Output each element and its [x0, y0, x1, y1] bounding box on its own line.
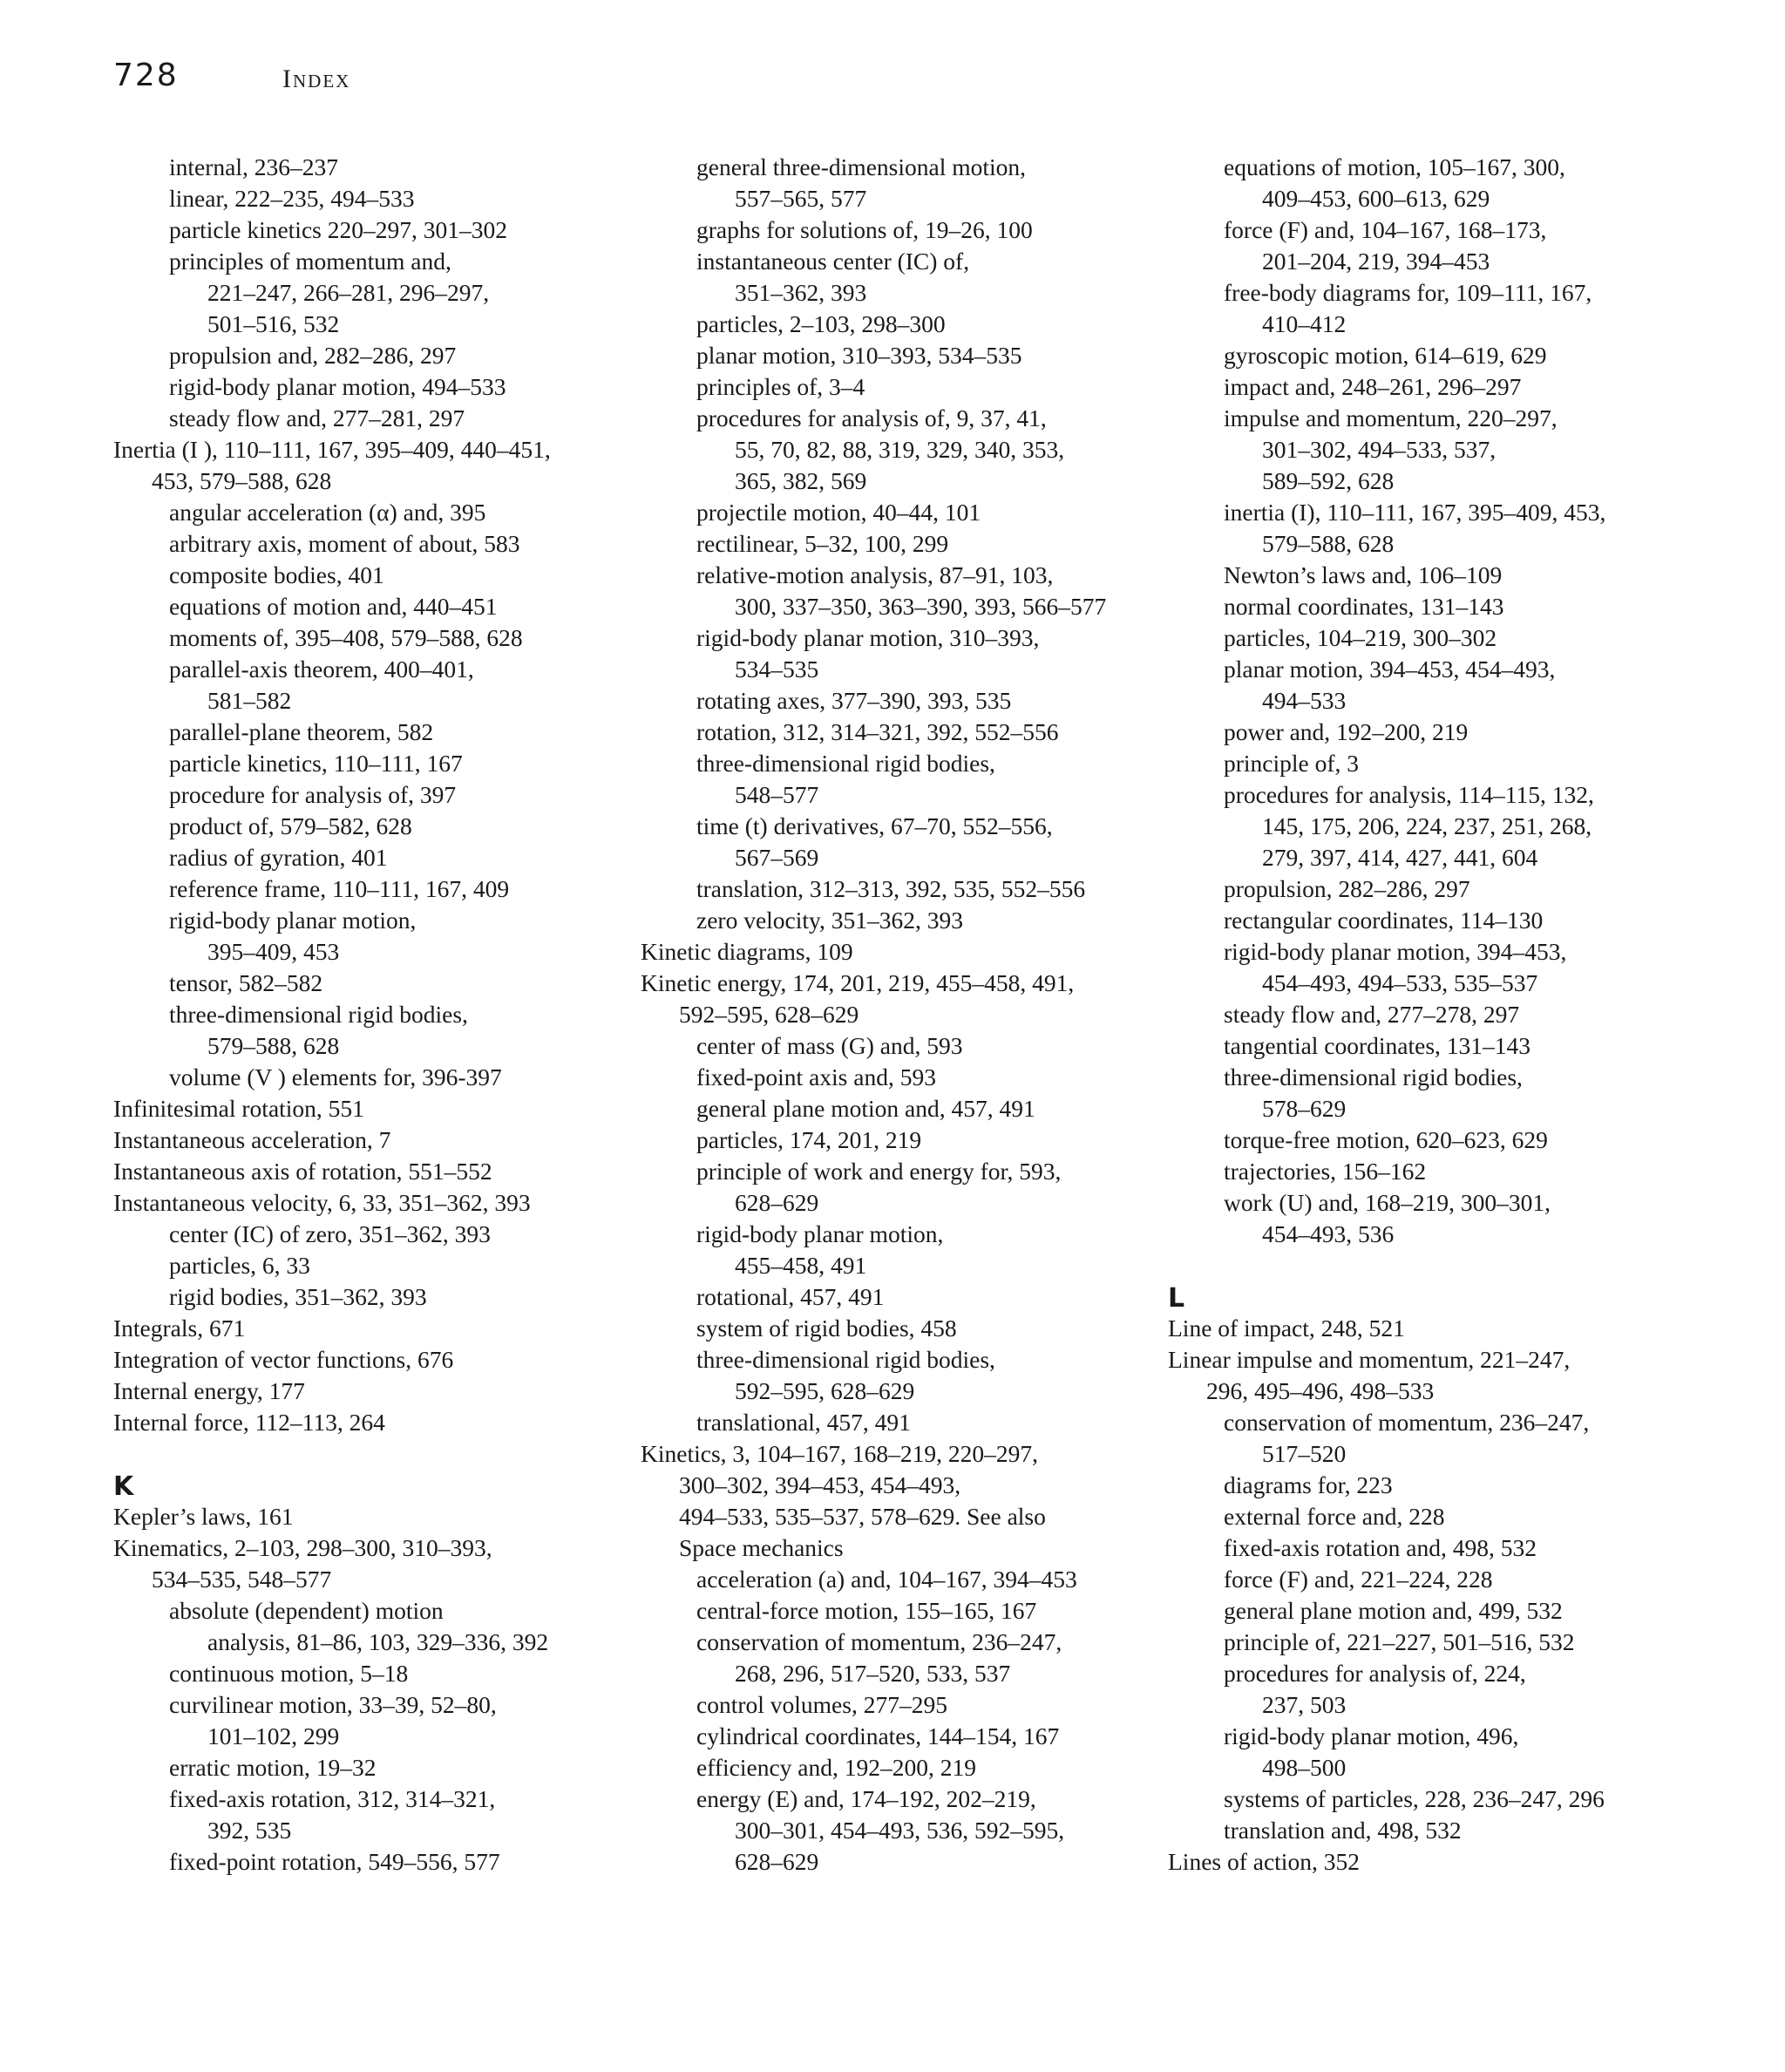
index-subentry: particle kinetics, 110–111, 167	[169, 750, 463, 777]
index-subentry: parallel-plane theorem, 582	[169, 718, 434, 745]
index-entry: Instantaneous axis of rotation, 551–552	[113, 1158, 492, 1185]
index-subentry: translation, 312–313, 392, 535, 552–556	[696, 875, 1086, 902]
section-letter: K	[113, 1471, 134, 1502]
index-subentry: continuous motion, 5–18	[169, 1660, 409, 1687]
index-subentry: power and, 192–200, 219	[1224, 718, 1469, 745]
index-subentry: translation and, 498, 532	[1224, 1817, 1462, 1844]
index-entry: Instantaneous velocity, 6, 33, 351–362, 393	[113, 1189, 531, 1216]
index-subentry: curvilinear motion, 33–39, 52–80,	[169, 1691, 497, 1718]
index-subentry: 578–629	[1262, 1095, 1347, 1122]
index-subentry: 392, 535	[207, 1817, 292, 1844]
index-subentry: torque-free motion, 620–623, 629	[1224, 1126, 1548, 1153]
index-subentry: acceleration (a) and, 104–167, 394–453	[696, 1566, 1077, 1593]
index-entry: Line of impact, 248, 521	[1168, 1315, 1405, 1342]
index-subentry: 409–453, 600–613, 629	[1262, 185, 1490, 212]
index-subentry: rotation, 312, 314–321, 392, 552–556	[696, 718, 1059, 745]
index-subentry: impulse and momentum, 220–297,	[1224, 404, 1558, 431]
index-subentry: 268, 296, 517–520, 533, 537	[735, 1660, 1011, 1687]
index-subentry: central-force motion, 155–165, 167	[696, 1597, 1037, 1624]
section-letter: L	[1168, 1283, 1185, 1314]
index-subentry: reference frame, 110–111, 167, 409	[169, 875, 510, 902]
index-subentry: principle of, 221–227, 501–516, 532	[1224, 1628, 1575, 1655]
index-entry: Inertia (I ), 110–111, 167, 395–409, 440–451,	[113, 436, 551, 463]
index-subentry: rigid-body planar motion,	[696, 1220, 944, 1247]
index-subentry: particles, 104–219, 300–302	[1224, 624, 1497, 651]
index-subentry: general plane motion and, 499, 532	[1224, 1597, 1563, 1624]
index-subentry: rectangular coordinates, 114–130	[1224, 907, 1544, 934]
index-column-2	[641, 152, 1129, 1878]
index-subentry: conservation of momentum, 236–247,	[1224, 1409, 1590, 1436]
index-subentry: efficiency and, 192–200, 219	[696, 1754, 977, 1781]
index-subentry: product of, 579–582, 628	[169, 812, 412, 839]
index-entry: Kinematics, 2–103, 298–300, 310–393,	[113, 1534, 492, 1561]
index-subentry: procedure for analysis of, 397	[169, 781, 457, 808]
index-subentry: 201–204, 219, 394–453	[1262, 248, 1490, 275]
index-subentry: 548–577	[735, 781, 819, 808]
index-subentry: control volumes, 277–295	[696, 1691, 947, 1718]
index-subentry: steady flow and, 277–281, 297	[169, 404, 465, 431]
index-subentry: tensor, 582–582	[169, 969, 323, 996]
index-subentry: principle of work and energy for, 593,	[696, 1158, 1062, 1185]
index-subentry: 395–409, 453	[207, 938, 340, 965]
index-subentry: three-dimensional rigid bodies,	[169, 1001, 468, 1028]
index-subentry: fixed-axis rotation, 312, 314–321,	[169, 1785, 496, 1812]
index-subentry: 534–535	[735, 656, 819, 683]
index-subentry: linear, 222–235, 494–533	[169, 185, 415, 212]
index-subentry: procedures for analysis of, 9, 37, 41,	[696, 404, 1047, 431]
index-subentry: 351–362, 393	[735, 279, 867, 306]
index-subentry: 628–629	[735, 1848, 819, 1875]
index-subentry: planar motion, 310–393, 534–535	[696, 342, 1022, 369]
index-subentry: steady flow and, 277–278, 297	[1224, 1001, 1520, 1028]
index-subentry: 300–302, 394–453, 454–493,	[679, 1471, 961, 1498]
index-subentry: principle of, 3	[1224, 750, 1360, 777]
index-subentry: 410–412	[1262, 310, 1347, 337]
index-subentry: force (F) and, 221–224, 228	[1224, 1566, 1493, 1593]
index-subentry: system of rigid bodies, 458	[696, 1315, 957, 1342]
index-subentry: arbitrary axis, moment of about, 583	[169, 530, 520, 557]
index-subentry: 55, 70, 82, 88, 319, 329, 340, 353,	[735, 436, 1065, 463]
index-entry: Integration of vector functions, 676	[113, 1346, 454, 1373]
index-subentry: 301–302, 494–533, 537,	[1262, 436, 1497, 463]
index-entry: Kinetics, 3, 104–167, 168–219, 220–297,	[641, 1440, 1039, 1467]
index-subentry: 579–588, 628	[207, 1032, 340, 1059]
index-subentry: 455–458, 491	[735, 1252, 867, 1279]
index-subentry: impact and, 248–261, 296–297	[1224, 373, 1522, 400]
index-subentry: 453, 579–588, 628	[152, 467, 332, 494]
index-subentry: 592–595, 628–629	[679, 1001, 859, 1028]
index-subentry: general plane motion and, 457, 491	[696, 1095, 1035, 1122]
index-subentry: rigid-body planar motion, 494–533	[169, 373, 506, 400]
index-subentry: 534–535, 548–577	[152, 1566, 332, 1593]
index-subentry: principles of, 3–4	[696, 373, 865, 400]
running-head: Index	[282, 65, 351, 93]
index-subentry: external force and, 228	[1224, 1503, 1445, 1530]
index-subentry: systems of particles, 228, 236–247, 296	[1224, 1785, 1605, 1812]
index-subentry: tangential coordinates, 131–143	[1224, 1032, 1531, 1059]
index-subentry: 501–516, 532	[207, 310, 340, 337]
index-entry: Linear impulse and momentum, 221–247,	[1168, 1346, 1571, 1373]
index-subentry: principles of momentum and,	[169, 248, 451, 275]
index-subentry: 592–595, 628–629	[735, 1377, 915, 1404]
index-entry: Infinitesimal rotation, 551	[113, 1095, 364, 1122]
index-subentry: propulsion and, 282–286, 297	[169, 342, 457, 369]
index-column-3	[1168, 152, 1656, 1878]
index-entry: Kinetic diagrams, 109	[641, 938, 853, 965]
index-subentry: rotating axes, 377–390, 393, 535	[696, 687, 1012, 714]
index-subentry: particle kinetics 220–297, 301–302	[169, 216, 507, 243]
index-subentry: 557–565, 577	[735, 185, 867, 212]
index-subentry: rectilinear, 5–32, 100, 299	[696, 530, 949, 557]
index-subentry: particles, 2–103, 298–300	[696, 310, 946, 337]
index-subentry: 628–629	[735, 1189, 819, 1216]
index-subentry: 300, 337–350, 363–390, 393, 566–577	[735, 593, 1107, 620]
index-subentry: fixed-axis rotation and, 498, 532	[1224, 1534, 1537, 1561]
index-subentry: rigid-body planar motion,	[169, 907, 417, 934]
index-subentry: volume (V ) elements for, 396-397	[169, 1063, 502, 1090]
index-entry: Internal energy, 177	[113, 1377, 305, 1404]
index-subentry: trajectories, 156–162	[1224, 1158, 1427, 1185]
index-subentry: rigid-body planar motion, 310–393,	[696, 624, 1040, 651]
index-subentry: procedures for analysis of, 224,	[1224, 1660, 1526, 1687]
index-subentry: 454–493, 536	[1262, 1220, 1395, 1247]
index-subentry: propulsion, 282–286, 297	[1224, 875, 1470, 902]
index-entry: Kepler’s laws, 161	[113, 1503, 294, 1530]
index-subentry: composite bodies, 401	[169, 561, 384, 588]
index-subentry: 494–533, 535–537, 578–629. See also	[679, 1503, 1046, 1530]
index-subentry: work (U) and, 168–219, 300–301,	[1224, 1189, 1551, 1216]
index-entry: Internal force, 112–113, 264	[113, 1409, 385, 1436]
index-subentry: conservation of momentum, 236–247,	[696, 1628, 1062, 1655]
index-subentry: 296, 495–496, 498–533	[1206, 1377, 1435, 1404]
index-subentry: gyroscopic motion, 614–619, 629	[1224, 342, 1547, 369]
index-subentry: 237, 503	[1262, 1691, 1347, 1718]
index-subentry: particles, 6, 33	[169, 1252, 310, 1279]
index-subentry: Newton’s laws and, 106–109	[1224, 561, 1503, 588]
index-subentry: internal, 236–237	[169, 153, 338, 180]
index-subentry: fixed-point rotation, 549–556, 577	[169, 1848, 500, 1875]
index-subentry: 101–102, 299	[207, 1722, 340, 1749]
index-entry: Kinetic energy, 174, 201, 219, 455–458, 491,	[641, 969, 1075, 996]
index-subentry: analysis, 81–86, 103, 329–336, 392	[207, 1628, 549, 1655]
index-subentry: moments of, 395–408, 579–588, 628	[169, 624, 523, 651]
index-subentry: rigid-body planar motion, 394–453,	[1224, 938, 1567, 965]
index-subentry: 145, 175, 206, 224, 237, 251, 268,	[1262, 812, 1592, 839]
index-column-1	[113, 152, 601, 1878]
index-subentry: 579–588, 628	[1262, 530, 1395, 557]
index-subentry: three-dimensional rigid bodies,	[696, 1346, 995, 1373]
index-subentry: fixed-point axis and, 593	[696, 1063, 936, 1090]
index-subentry: center of mass (G) and, 593	[696, 1032, 963, 1059]
index-subentry: 498–500	[1262, 1754, 1347, 1781]
index-subentry: 221–247, 266–281, 296–297,	[207, 279, 490, 306]
index-subentry: cylindrical coordinates, 144–154, 167	[696, 1722, 1060, 1749]
index-subentry: translational, 457, 491	[696, 1409, 911, 1436]
index-subentry: 494–533	[1262, 687, 1347, 714]
index-subentry: energy (E) and, 174–192, 202–219,	[696, 1785, 1036, 1812]
index-subentry: planar motion, 394–453, 454–493,	[1224, 656, 1556, 683]
index-subentry: rotational, 457, 491	[696, 1283, 885, 1310]
index-entry: Instantaneous acceleration, 7	[113, 1126, 391, 1153]
index-subentry: parallel-axis theorem, 400–401,	[169, 656, 474, 683]
index-subentry: equations of motion, 105–167, 300,	[1224, 153, 1565, 180]
index-subentry: 567–569	[735, 844, 819, 871]
index-subentry: angular acceleration (α) and, 395	[169, 499, 486, 526]
index-subentry: 589–592, 628	[1262, 467, 1395, 494]
index-subentry: center (IC) of zero, 351–362, 393	[169, 1220, 491, 1247]
index-subentry: 300–301, 454–493, 536, 592–595,	[735, 1817, 1065, 1844]
index-subentry: zero velocity, 351–362, 393	[696, 907, 963, 934]
index-subentry: 517–520	[1262, 1440, 1347, 1467]
index-subentry: diagrams for, 223	[1224, 1471, 1393, 1498]
index-subentry: radius of gyration, 401	[169, 844, 388, 871]
index-entry: Lines of action, 352	[1168, 1848, 1360, 1875]
index-subentry: rigid-body planar motion, 496,	[1224, 1722, 1519, 1749]
index-subentry: normal coordinates, 131–143	[1224, 593, 1504, 620]
index-subentry: three-dimensional rigid bodies,	[1224, 1063, 1523, 1090]
index-subentry: absolute (dependent) motion	[169, 1597, 444, 1624]
index-subentry: projectile motion, 40–44, 101	[696, 499, 981, 526]
index-subentry: equations of motion and, 440–451	[169, 593, 498, 620]
index-subentry: rigid bodies, 351–362, 393	[169, 1283, 427, 1310]
index-subentry: relative-motion analysis, 87–91, 103,	[696, 561, 1054, 588]
index-subentry: 454–493, 494–533, 535–537	[1262, 969, 1538, 996]
index-subentry: inertia (I), 110–111, 167, 395–409, 453,	[1224, 499, 1606, 526]
index-subentry: particles, 174, 201, 219	[696, 1126, 922, 1153]
index-subentry: instantaneous center (IC) of,	[696, 248, 970, 275]
index-subentry: procedures for analysis, 114–115, 132,	[1224, 781, 1594, 808]
index-subentry: 279, 397, 414, 427, 441, 604	[1262, 844, 1538, 871]
page-number: 728	[113, 58, 179, 93]
index-subentry: free-body diagrams for, 109–111, 167,	[1224, 279, 1592, 306]
index-subentry: general three-dimensional motion,	[696, 153, 1027, 180]
index-subentry: 365, 382, 569	[735, 467, 867, 494]
index-entry: Integrals, 671	[113, 1315, 246, 1342]
index-subentry: erratic motion, 19–32	[169, 1754, 377, 1781]
index-subentry: 581–582	[207, 687, 292, 714]
index-subentry: time (t) derivatives, 67–70, 552–556,	[696, 812, 1053, 839]
index-subentry: Space mechanics	[679, 1534, 844, 1561]
index-subentry: three-dimensional rigid bodies,	[696, 750, 995, 777]
index-subentry: force (F) and, 104–167, 168–173,	[1224, 216, 1547, 243]
index-subentry: graphs for solutions of, 19–26, 100	[696, 216, 1033, 243]
